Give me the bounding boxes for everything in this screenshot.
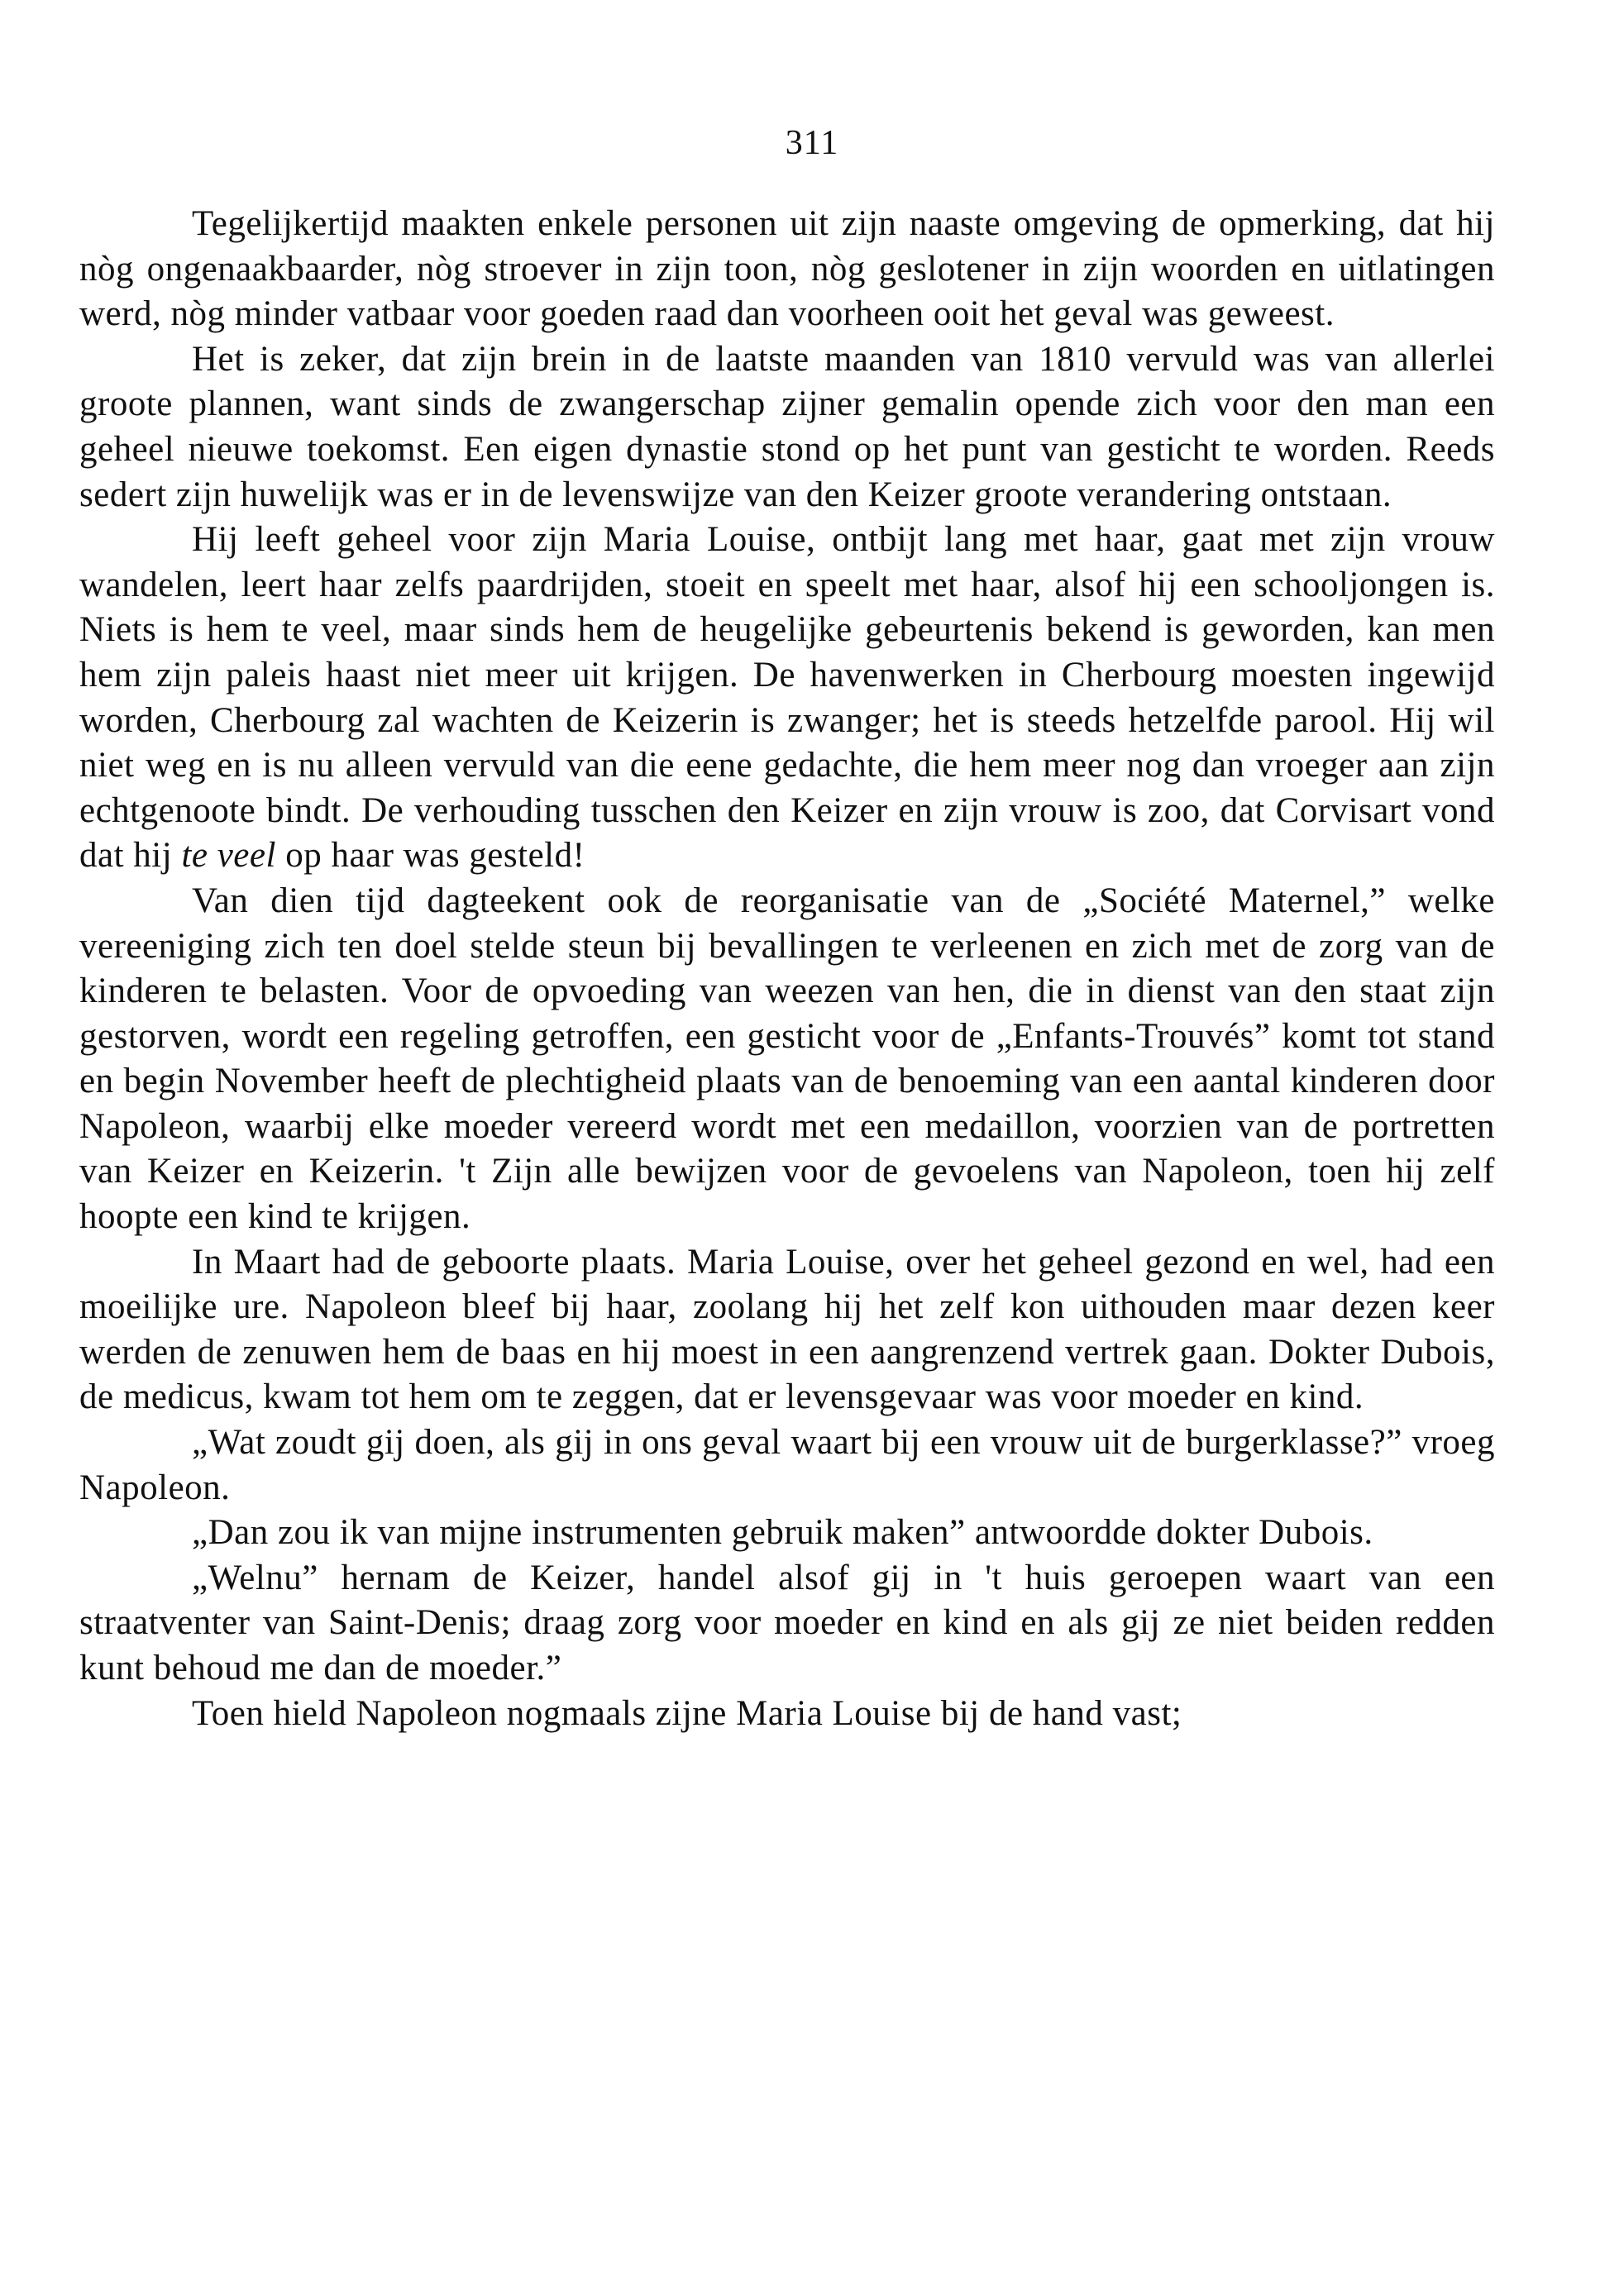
paragraph-4: Van dien tijd dagteekent ook de reorganisatie van de „Société Maternel,” welke vereeniging zich ten doel stelde steun bij bevallingen te verleenen en zich met de zorg van de kinderen te belasten. Voor de opvoeding van weezen van hen, die in dienst van den staat zijn gestorven, wordt een regeling getroffen, een gesticht voor de „Enfants-Trouvés” komt tot stand en begin November heeft de plechtigheid plaats van de benoeming van een aantal kinderen door Napoleon, waarbij elke moeder vereerd wordt met een medaillon, voorzien van de portretten van Keizer en Keizerin. 't Zijn alle bewijzen voor de gevoelens van Napoleon, toen hij zelf hoopte een kind te krijgen. bbox=[79, 881, 1495, 1237]
paragraph-6: „Wat zoudt gij doen, als gij in ons geval waart bij een vrouw uit de burgerklasse?” vroeg Napoleon. bbox=[79, 1423, 1495, 1507]
page-number: 311 bbox=[785, 124, 839, 162]
paragraph-3 bbox=[79, 518, 1495, 879]
paragraph-5: In Maart had de geboorte plaats. Maria Louise, over het geheel gezond en wel, had een moeilijke ure. Napoleon bleef bij haar, zoolang hij het zelf kon uithouden maar dezen keer werden de zenuwen hem de baas en hij moest in een aangrenzend vertrek gaan. Dokter Dubois, de medicus, kwam tot hem om te zeggen, dat er levensgevaar was voor moeder en kind. bbox=[79, 1242, 1495, 1417]
paragraph-1: Tegelijkertijd maakten enkele personen uit zijn naaste omgeving de opmerking, dat hij nòg ongenaakbaarder, nòg stroever in zijn toon, nòg geslotener in zijn woorden en uitlatingen werd, nòg minder vatbaar voor goeden raad dan voorheen ooit het geval was geweest. bbox=[79, 204, 1495, 334]
paragraph-9: Toen hield Napoleon nogmaals zijne Maria Louise bij de hand vast; bbox=[192, 1693, 1182, 1733]
paragraph-7: „Dan zou ik van mijne instrumenten gebruik maken” antwoordde dokter Dubois. bbox=[192, 1513, 1373, 1553]
paragraph-2: Het is zeker, dat zijn brein in de laatste maanden van 1810 vervuld was van allerlei groote plannen, want sinds de zwangerschap zijner gemalin opende zich voor den man een geheel nieuwe toekomst. Een eigen dynastie stond op het punt van gesticht te worden. Reeds sedert zijn huwelijk was er in de levenswijze van den Keizer groote verandering ontstaan. bbox=[79, 339, 1495, 514]
paragraph-8: „Welnu” hernam de Keizer, handel alsof gij in 't huis geroepen waart van een straatventer van Saint-Denis; draag zorg voor moeder en kind en als gij ze niet beiden redden kunt behoud me dan de moeder.” bbox=[79, 1558, 1495, 1687]
paragraph-3-text-before: Hij leeft geheel voor zijn Maria Louise, ontbijt lang met haar, gaat met zijn vrouw wandelen, leert haar zelfs paardrijden, stoeit en speelt met haar, alsof hij een schooljongen is. Niets is hem te veel, maar sinds hem de heugelijke gebeurtenis bekend is geworden, kan men hem zijn paleis haast niet meer uit krijgen. De havenwerken in Cherbourg moesten ingewijd worden, Cherbourg zal wachten de Keizerin is zwanger; het is steeds hetzelfde parool. Hij wil niet weg en is nu alleen vervuld van die eene gedachte, die hem meer nog dan vroeger aan zijn echtgenoote bindt. De verhouding tusschen den Keizer en zijn vrouw is zoo, dat Corvisart vond dat hij bbox=[79, 520, 1495, 876]
body-text bbox=[79, 202, 1495, 1736]
paragraph-3-emphasis: te veel bbox=[181, 836, 276, 876]
paragraph-3-text-after: op haar was gesteld! bbox=[275, 836, 585, 876]
